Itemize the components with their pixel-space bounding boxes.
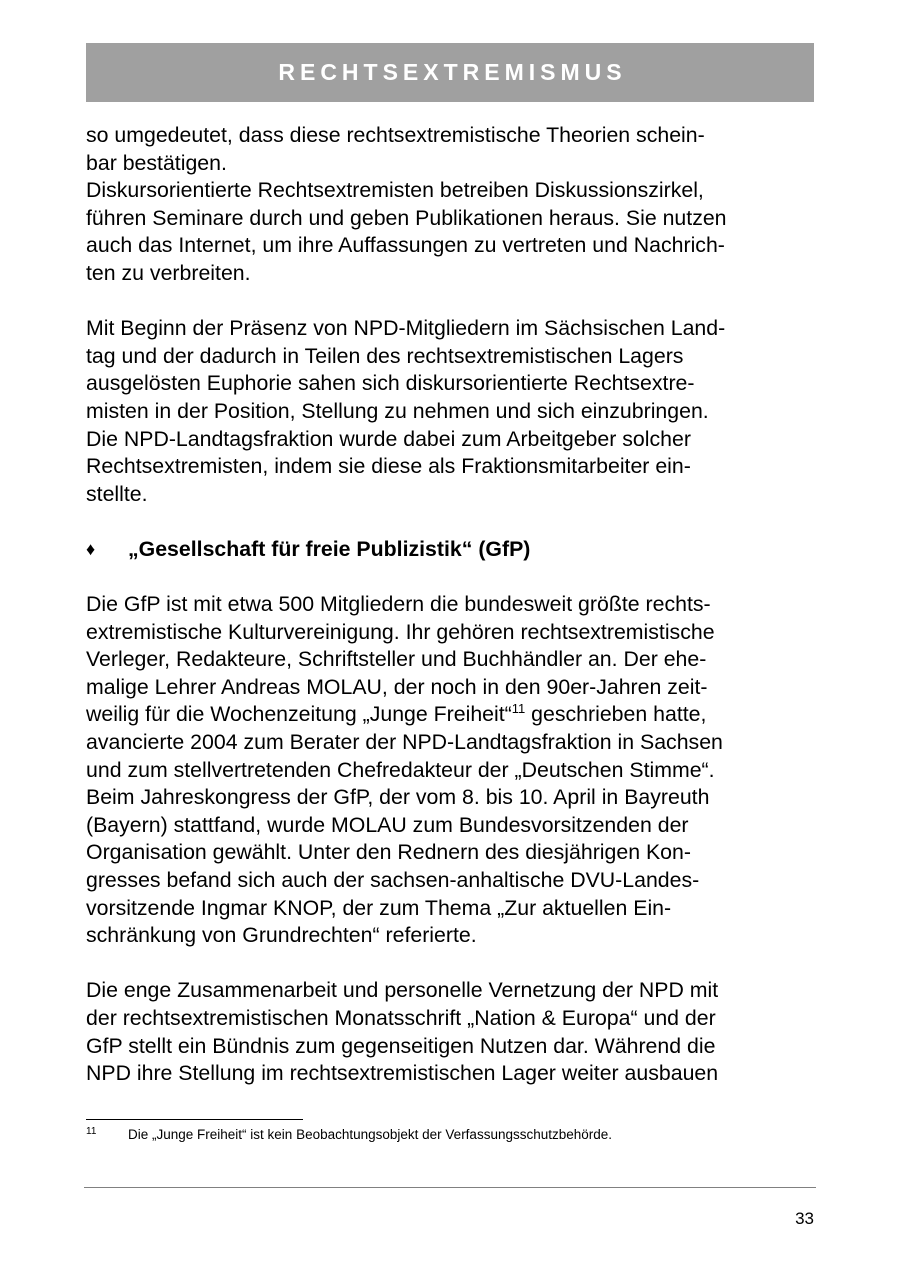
paragraph-landtag: Mit Beginn der Präsenz von NPD-Mitgliedern im Sächsischen Land- tag und der dadurch in Teilen des rechtsextremistischen Lagers ausgelösten Euphorie sahen sich diskursorientierte Rechtsextre- misten in der Position, Stellung zu nehmen und sich einzubringen. Die NPD-Landtagsfraktion wurde dabei zum Arbeitgeber solcher Rechtsextremisten, indem sie diese als Fraktionsmitarbeiter ein- stellte. — [86, 316, 726, 506]
footnote-reference: 11 — [511, 701, 526, 717]
paragraph-continuation: so umgedeutet, dass diese rechtsextremistische Theorien schein- bar bestätigen. — [86, 123, 705, 175]
footer-divider — [84, 1187, 816, 1188]
page-number: 33 — [795, 1209, 814, 1228]
paragraph-gap — [86, 508, 814, 536]
paragraph-gap — [86, 288, 814, 316]
paragraph-closing: Die enge Zusammenarbeit und personelle Vernetzung der NPD mit der rechtsextremistischen Monatsschrift „Nation & Europa“ und der GfP stellt ein Bündnis zum gegenseitigen Nutzen dar. Während die NPD ihre Stellung im rechtsextremistischen Lager weiter ausbauen — [86, 978, 719, 1086]
diamond-bullet-icon: ♦ — [86, 538, 96, 559]
section-heading-text: „Gesellschaft für freie Publizistik“ (GfP) — [128, 536, 531, 561]
paragraph-gfp-part1: Die GfP ist mit etwa 500 Mitgliedern die bundesweit größte rechts- extremistische Kulturvereinigung. Ihr gehören rechtsextremistische Verleger, Redakteure, Schriftsteller und Buchhändler an. Der ehe- malige Lehrer Andreas MOLAU, der noch in den 90er-Jahren zeit- weilig für die Wochenzeitung „Junge Freiheit“ — [86, 592, 715, 727]
paragraph-discourse: Diskursorientierte Rechtsextremisten betreiben Diskussionszirkel, führen Seminare durch und geben Publikationen heraus. Sie nutzen auch das Internet, um ihre Auffassungen zu vertreten und Nachrich- ten zu verbreiten. — [86, 178, 727, 285]
section-heading — [86, 536, 814, 564]
header-bar — [86, 43, 814, 102]
main-content — [86, 122, 814, 1088]
footnote-text: Die „Junge Freiheit“ ist kein Beobachtungsobjekt der Verfassungsschutzbehörde. — [128, 1127, 613, 1142]
footnote-separator — [86, 1119, 303, 1120]
paragraph-gap — [86, 950, 814, 978]
header-title: RECHTSEXTREMISMUS — [278, 59, 627, 85]
footnote — [86, 1126, 814, 1144]
paragraph-gap — [86, 564, 814, 592]
paragraph-gfp-part2: geschrieben hatte, avancierte 2004 zum Berater der NPD-Landtagsfraktion in Sachsen und zum stellvertretenden Chefredakteur der „Deutschen Stimme“. Beim Jahreskongress der GfP, der vom 8. bis 10. April in Bayreuth (Bayern) stattfand, wurde MOLAU zum Bundesvorsitzenden der Organisation gewählt. Unter den Rednern des diesjährigen Kon- gresses befand sich auch der sachsen-anhaltische DVU-Landes- vorsitzende Ingmar KNOP, der zum Thema „Zur aktuellen Ein- schränkung von Grundrechten“ referierte. — [86, 702, 723, 948]
paragraph-gfp — [86, 591, 814, 950]
footnote-number: 11 — [86, 1126, 97, 1137]
